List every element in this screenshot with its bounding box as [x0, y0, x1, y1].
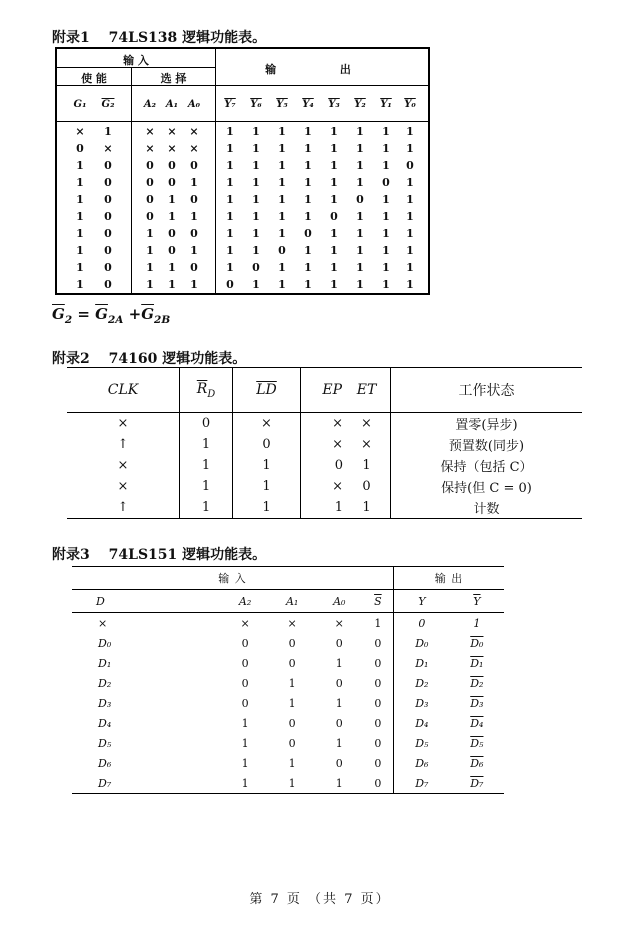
t1-cell: 0	[168, 244, 176, 257]
appendix3-label: 附录3	[52, 547, 90, 563]
t1-cell: 1	[76, 227, 84, 240]
t1-cell: 1	[76, 261, 84, 274]
ld-header: $\overline{LD}$	[233, 368, 301, 413]
t1-cell: 1	[356, 227, 364, 240]
et-header: ET	[343, 368, 391, 413]
t1-cell: 1	[304, 210, 312, 223]
t1-cell: 1	[356, 210, 364, 223]
t1-cell: 1	[356, 159, 364, 172]
t1-cell: 1	[382, 142, 390, 155]
t1-cell: ×	[189, 142, 199, 155]
t3-cell: 1	[269, 773, 316, 794]
t3-cell: 0	[363, 713, 394, 733]
t1-cell: ×	[75, 125, 85, 138]
t1-cell: 0	[330, 210, 338, 223]
t1-cell: 1	[406, 125, 414, 138]
t1-cell: 1	[330, 244, 338, 257]
t2-cell: 1	[343, 455, 391, 476]
t1-cell: 1	[252, 210, 260, 223]
t1-cell: 1	[330, 125, 338, 138]
t1-cell: 0	[146, 193, 154, 206]
t1-col-header: A₀	[187, 99, 201, 110]
appendix3-caption: 74LS151 逻辑功能表。	[108, 547, 267, 563]
t1-cell: 0	[104, 227, 112, 240]
t1-cell: 0	[356, 193, 364, 206]
t1-cell: 1	[330, 193, 338, 206]
t3-cell: 0	[363, 733, 394, 753]
t1-cell: 0	[146, 159, 154, 172]
t3-cell: D₁	[470, 656, 484, 670]
appendix2-label: 附录2	[52, 351, 90, 367]
t1-cell: ×	[167, 142, 177, 155]
t1-cell: 1	[356, 244, 364, 257]
t1-col-header: Y₃	[328, 99, 340, 110]
t2-cell: 0	[343, 476, 391, 497]
t1-cell: 0	[168, 159, 176, 172]
table-row	[72, 713, 504, 733]
t3-cell: 1	[241, 736, 249, 750]
t3-cell: 1	[335, 696, 343, 710]
t3-cell: 1	[473, 616, 481, 630]
t1-cell: 0	[252, 261, 260, 274]
t1-cell: 1	[406, 176, 414, 189]
t2-cell: 1	[180, 455, 233, 476]
appendix1-label: 附录1	[52, 30, 90, 46]
t1-cell: 1	[406, 227, 414, 240]
t3-cell: 0	[335, 716, 343, 730]
t1-cell: 0	[190, 261, 198, 274]
t1-cell: 1	[304, 193, 312, 206]
t1-cell: 1	[168, 278, 176, 291]
output-group-header: 输 出	[393, 567, 504, 590]
t2-cell: ×	[343, 413, 391, 435]
t3-cell: 1	[363, 613, 394, 634]
t1-cell: 1	[252, 193, 260, 206]
appendix3-title	[52, 544, 280, 564]
t1-cell: 1	[226, 210, 234, 223]
t1-cell: 1	[146, 244, 154, 257]
t3-cell: D₅	[415, 736, 429, 750]
t1-cell: 1	[278, 261, 286, 274]
t1-cell: 0	[226, 278, 234, 291]
t1-cell: 1	[382, 125, 390, 138]
t3-cell: D₆	[98, 756, 112, 770]
t1-cell: 0	[104, 261, 112, 274]
t1-cell: 1	[406, 142, 414, 155]
t3-col-header: A₂	[222, 590, 269, 613]
t1-cell: 1	[278, 159, 286, 172]
t1-cell: 1	[278, 125, 286, 138]
t1-cell: 0	[278, 244, 286, 257]
page-footer: 第 7 页 （共 7 页）	[249, 892, 391, 907]
t3-cell: ×	[98, 616, 108, 630]
t2-cell: ×	[67, 476, 180, 497]
t3-cell: D₀	[470, 636, 484, 650]
t3-cell: 0	[288, 736, 296, 750]
state-header: 工作状态	[391, 368, 583, 413]
ls138-table	[55, 47, 430, 295]
t3-col-header: D	[72, 590, 222, 613]
t3-cell: 0	[335, 636, 343, 650]
t2-cell: 保持（包括 C）	[440, 460, 533, 475]
t1-cell: 1	[252, 244, 260, 257]
t1-cell: 0	[104, 278, 112, 291]
t1-cell: 1	[304, 261, 312, 274]
t1-cell: 1	[406, 261, 414, 274]
table-row	[72, 633, 504, 653]
t3-cell: D₂	[470, 676, 484, 690]
t3-cell: 0	[363, 653, 394, 673]
t3-cell: ×	[334, 616, 344, 630]
t3-cell: D₆	[415, 756, 429, 770]
t1-cell: 1	[168, 261, 176, 274]
t1-cell: 1	[76, 210, 84, 223]
t1-cell: ×	[145, 125, 155, 138]
t3-cell: 0	[241, 696, 249, 710]
t3-cell: ×	[240, 616, 250, 630]
t1-cell: 1	[226, 142, 234, 155]
t3-cell: 0	[418, 616, 426, 630]
t1-cell: 1	[226, 159, 234, 172]
t1-col-header: Y₆	[250, 99, 262, 110]
t3-cell: 0	[363, 633, 394, 653]
t1-cell: 1	[252, 159, 260, 172]
t3-cell: 0	[288, 636, 296, 650]
t1-cell: 1	[278, 176, 286, 189]
t2-cell: 1	[180, 476, 233, 497]
t1-cell: 1	[330, 278, 338, 291]
rd-header: $\overline{R}_D$	[180, 368, 233, 413]
t2-cell: ×	[332, 437, 343, 452]
t3-cell: D₀	[98, 636, 112, 650]
t1-cell: 1	[226, 227, 234, 240]
t1-cell: 1	[226, 125, 234, 138]
table-row	[72, 773, 504, 794]
t1-cell: 0	[406, 159, 414, 172]
t1-cell: 1	[304, 125, 312, 138]
t2-cell: 1	[301, 497, 344, 519]
t1-cell: 1	[382, 278, 390, 291]
t3-cell: 1	[222, 773, 269, 794]
t1-cell: 0	[168, 176, 176, 189]
t1-cell: ×	[189, 125, 199, 138]
t3-cell: 1	[316, 773, 363, 794]
t1-cell: 1	[382, 159, 390, 172]
t1-col-header: Y₂	[354, 99, 366, 110]
t1-cell: 0	[104, 193, 112, 206]
t1-cell: 1	[76, 278, 84, 291]
t3-cell: D₂	[98, 676, 112, 690]
t1-col-header: Y₅	[276, 99, 288, 110]
t1-cell: 1	[146, 227, 154, 240]
t1-cell: 1	[382, 261, 390, 274]
t3-cell: D₅	[98, 736, 112, 750]
table-row	[72, 733, 504, 753]
t3-cell: D₃	[470, 696, 484, 710]
t2-cell: ×	[332, 416, 343, 431]
t1-cell: 0	[168, 227, 176, 240]
appendix2-caption: 74160 逻辑功能表。	[108, 351, 247, 367]
t1-cell: 1	[304, 244, 312, 257]
table-row	[67, 497, 582, 519]
t1-cell: 1	[190, 278, 198, 291]
t3-cell: 1	[288, 676, 296, 690]
t1-cell: 1	[76, 176, 84, 189]
t1-cell: 1	[382, 210, 390, 223]
t1-cell: 1	[330, 142, 338, 155]
t2-cell: 1	[233, 455, 301, 476]
t1-cell: 0	[76, 142, 84, 155]
table-row	[72, 753, 504, 773]
t3-cell: D₃	[98, 696, 112, 710]
clk-header: CLK	[67, 368, 180, 413]
t1-cell: 1	[226, 244, 234, 257]
t1-col-header: G₂	[101, 99, 115, 110]
t3-cell: D₇	[393, 773, 449, 794]
t1-cell: 1	[330, 261, 338, 274]
t1-cell: 1	[168, 210, 176, 223]
t3-col-header: $\overline{Y}$	[450, 590, 504, 613]
t3-cell: ×	[287, 616, 297, 630]
appendix1-title	[52, 27, 280, 47]
t3-cell: D₀	[415, 636, 429, 650]
t2-cell: 保持(但 C = 0)	[441, 481, 532, 496]
t3-cell: 0	[288, 656, 296, 670]
t3-col-header: A₀	[316, 590, 363, 613]
t1-col-header: Y₀	[404, 99, 416, 110]
appendix1-caption: 74LS138 逻辑功能表。	[108, 30, 267, 46]
t1-cell: 1	[278, 142, 286, 155]
t3-col-header: $\overline{S}$	[363, 590, 394, 613]
t3-cell: 0	[241, 656, 249, 670]
t1-cell: 1	[304, 278, 312, 291]
t1-cell: 1	[382, 244, 390, 257]
t3-cell: 0	[363, 693, 394, 713]
t1-col-header: G₁	[73, 99, 87, 110]
t1-cell: 1	[146, 278, 154, 291]
t2-cell: ×	[233, 413, 301, 435]
t3-cell: D₆	[470, 756, 484, 770]
t3-col-header: Y	[393, 590, 449, 613]
t1-cell: ×	[145, 142, 155, 155]
t1-cell: 0	[304, 227, 312, 240]
t3-cell: D₄	[415, 716, 429, 730]
t1-cell: 1	[226, 193, 234, 206]
t1-col-header: A₁	[165, 99, 179, 110]
select-header: 选 择	[160, 72, 187, 85]
t1-cell: 1	[76, 244, 84, 257]
t1-cell: 1	[278, 210, 286, 223]
t1-cell: 1	[356, 261, 364, 274]
t1-cell: 1	[190, 244, 198, 257]
t3-cell: 0	[288, 716, 296, 730]
t2-cell: 预置数(同步)	[448, 439, 525, 454]
table-row	[67, 434, 582, 455]
table-row	[72, 673, 504, 693]
t1-cell: 1	[356, 142, 364, 155]
t1-cell: 1	[190, 210, 198, 223]
counter-74160-table	[67, 367, 582, 519]
t3-cell: D₇	[450, 773, 504, 794]
t1-cell: 1	[382, 227, 390, 240]
t1-col-header: Y₄	[302, 99, 314, 110]
t3-cell: 1	[288, 756, 296, 770]
input-group-header: 输 入	[123, 54, 149, 67]
t2-cell: 0	[334, 458, 343, 473]
t2-cell: ×	[343, 434, 391, 455]
t1-cell: 1	[278, 227, 286, 240]
t1-cell: ×	[167, 125, 177, 138]
t1-cell: 0	[104, 244, 112, 257]
t3-cell: D₃	[415, 696, 429, 710]
t1-cell: ×	[103, 142, 113, 155]
t3-cell: 0	[363, 753, 394, 773]
t3-cell: 1	[335, 736, 343, 750]
enable-header: 使 能	[81, 72, 107, 85]
table-row	[67, 455, 582, 476]
t3-cell: D₁	[98, 656, 112, 670]
t3-cell: 1	[335, 656, 343, 670]
output-group-header: 输 出	[265, 63, 381, 76]
t1-cell: 1	[406, 210, 414, 223]
t1-cell: 0	[382, 176, 390, 189]
t3-col-header: A₁	[269, 590, 316, 613]
t1-cell: 0	[190, 159, 198, 172]
t1-cell: 0	[104, 159, 112, 172]
t2-cell: 计数	[391, 497, 583, 519]
t1-cell: 1	[252, 227, 260, 240]
t1-cell: 1	[146, 261, 154, 274]
input-group-header: 输 入	[72, 567, 393, 590]
t2-cell: 1	[233, 497, 301, 519]
t2-cell: ×	[332, 479, 343, 494]
t3-cell: 0	[241, 636, 249, 650]
t2-cell: 1	[180, 434, 233, 455]
t1-cell: 1	[330, 176, 338, 189]
table-row	[72, 693, 504, 713]
table-row	[67, 413, 582, 435]
t1-cell: 1	[406, 193, 414, 206]
t2-cell: ↑	[67, 434, 180, 455]
mux-74ls151-table	[72, 566, 504, 794]
t2-cell: ↑	[67, 497, 180, 519]
t1-cell: 0	[146, 176, 154, 189]
t3-cell: 1	[241, 716, 249, 730]
table-row	[72, 653, 504, 673]
t3-cell: 0	[363, 673, 394, 693]
t1-col-header: Y₇	[224, 99, 236, 110]
t1-cell: 1	[304, 176, 312, 189]
t3-cell: 1	[288, 696, 296, 710]
t3-cell: 0	[241, 676, 249, 690]
t1-cell: 1	[104, 125, 112, 138]
t3-cell: D₅	[470, 736, 484, 750]
t1-cell: 1	[356, 176, 364, 189]
t2-cell: 0	[233, 434, 301, 455]
t1-cell: 1	[76, 159, 84, 172]
t2-cell: 1	[343, 497, 391, 519]
t1-cell: 1	[304, 142, 312, 155]
table-row	[72, 613, 504, 634]
t1-cell: 1	[252, 278, 260, 291]
t1-cell: 1	[252, 176, 260, 189]
t1-cell: 1	[278, 193, 286, 206]
t3-cell: D₁	[415, 656, 429, 670]
t1-cell: 0	[104, 176, 112, 189]
t1-cell: 1	[330, 159, 338, 172]
t1-cell: 0	[104, 210, 112, 223]
t1-col-header: Y₁	[380, 99, 392, 110]
t2-cell: 置零(异步)	[455, 418, 518, 433]
t1-cell: 1	[168, 193, 176, 206]
t1-cell: 0	[190, 193, 198, 206]
t1-cell: 1	[226, 261, 234, 274]
t2-cell: 1	[233, 476, 301, 497]
t3-cell: 0	[363, 773, 394, 794]
t1-cell: 1	[330, 227, 338, 240]
table-row	[67, 476, 582, 497]
t1-cell: 1	[226, 176, 234, 189]
t3-cell: D₇	[72, 773, 222, 794]
t2-cell: ×	[67, 413, 180, 435]
t1-cell: 1	[76, 193, 84, 206]
t1-col-header: A₂	[143, 99, 157, 110]
t1-cell: 1	[252, 142, 260, 155]
t1-cell: 1	[252, 125, 260, 138]
t3-cell: 0	[335, 676, 343, 690]
t3-cell: D₄	[98, 716, 112, 730]
t3-cell: 0	[335, 756, 343, 770]
t1-cell: 1	[356, 125, 364, 138]
t1-cell: 1	[406, 244, 414, 257]
appendix2-title	[52, 348, 260, 368]
ep-header: EP	[301, 368, 344, 413]
t1-cell: 1	[406, 278, 414, 291]
t1-cell: 1	[278, 278, 286, 291]
t3-cell: D₂	[415, 676, 429, 690]
t1-cell: 1	[190, 176, 198, 189]
t1-cell: 0	[190, 227, 198, 240]
t3-cell: 1	[241, 756, 249, 770]
t2-cell: 0	[180, 413, 233, 435]
t1-cell: 1	[304, 159, 312, 172]
t1-cell: 1	[356, 278, 364, 291]
t1-cell: 1	[382, 193, 390, 206]
t2-cell: 1	[180, 497, 233, 519]
t1-cell: 0	[146, 210, 154, 223]
t3-cell: D₄	[470, 716, 484, 730]
t2-cell: ×	[67, 455, 180, 476]
g2-formula: $\overline{G}_2 = \overline{G}_{2A} +\overline{G}_{2B}$	[52, 305, 171, 326]
